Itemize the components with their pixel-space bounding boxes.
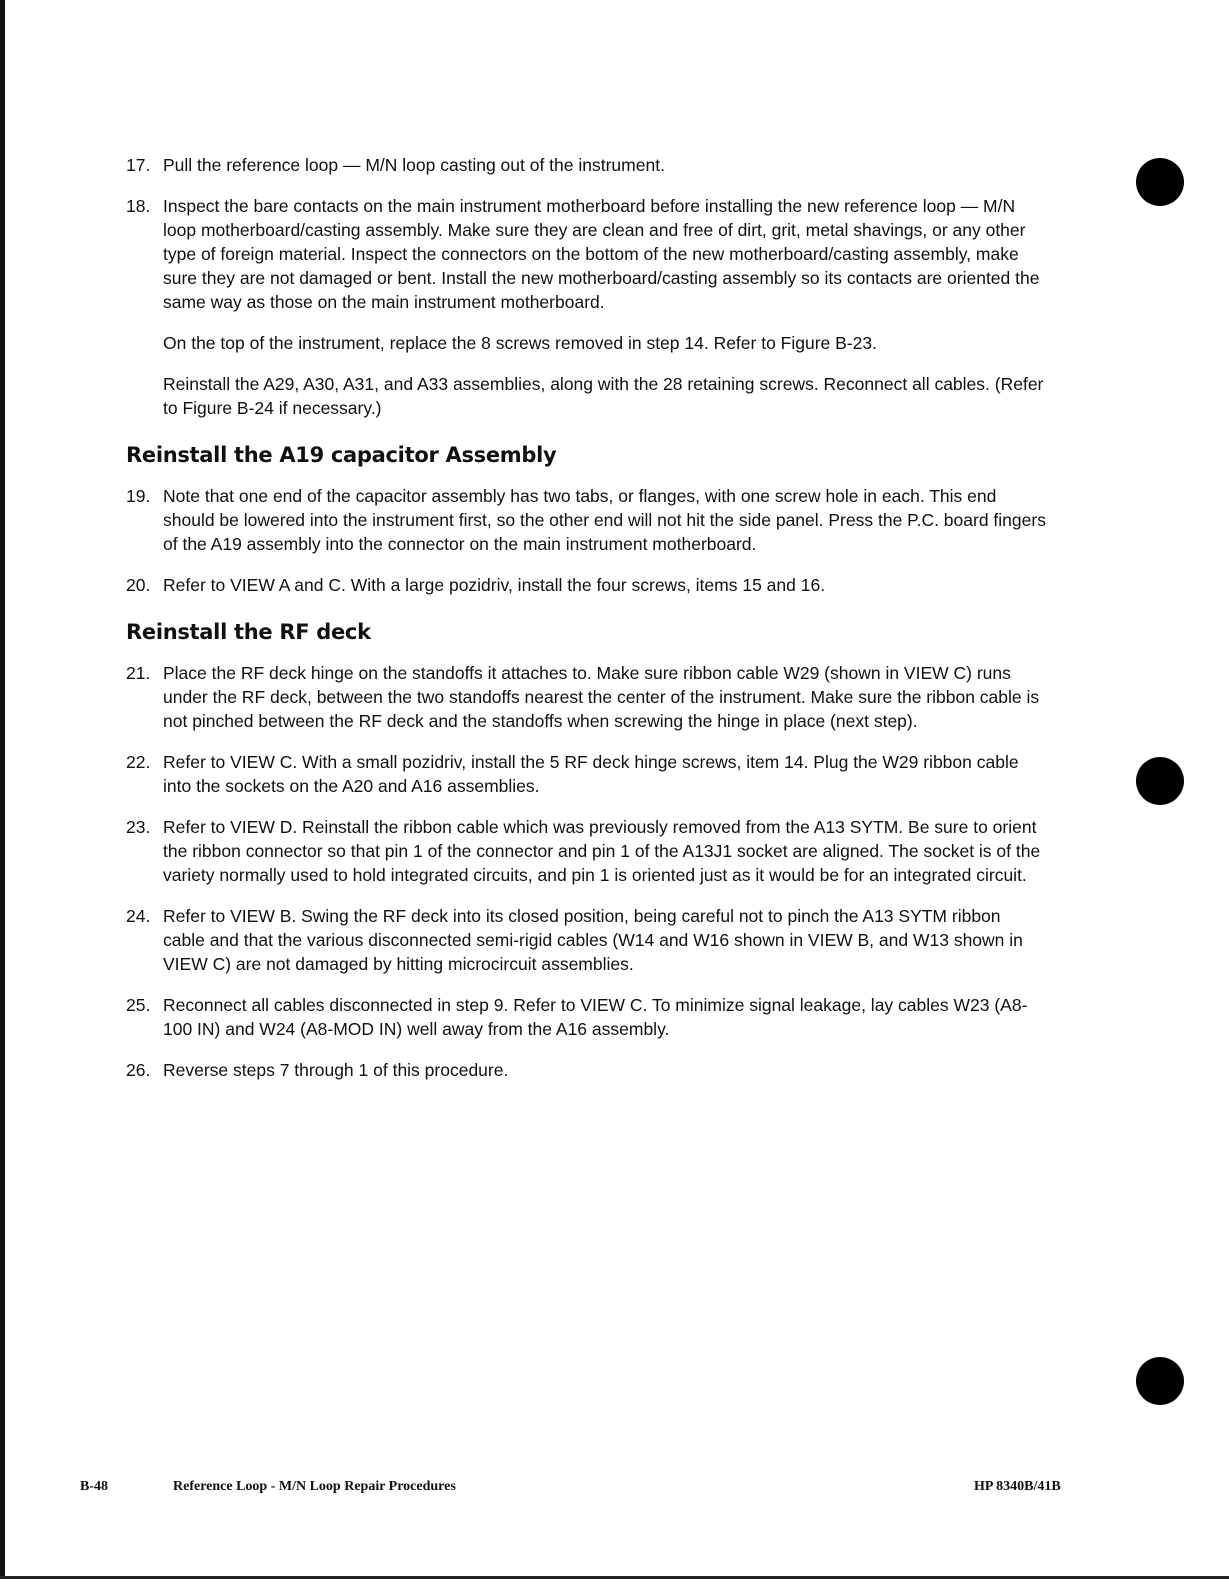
step-number: 19. — [126, 486, 151, 506]
step-18 — [126, 194, 1046, 314]
step-text: Refer to VIEW B. Swing the RF deck into its closed position, being careful not to pinch the A13 SYTM ribbon cable and that the various disconnected semi-rigid cables (W14 and W16 shown in VIEW B, and W13 shown in VIEW C) are not damaged by hitting microcircuit assemblies. — [163, 906, 1023, 974]
step-number: 24. — [126, 906, 151, 926]
step-number: 17. — [126, 155, 151, 175]
step-text: Place the RF deck hinge on the standoffs it attaches to. Make sure ribbon cable W29 (shown in VIEW C) runs under the RF deck, between the two standoffs nearest the center of the instrument. Make sure the ribbon cable is not pinched between the RF deck and the standoffs when screwing the hinge in place (next step). — [163, 663, 1040, 731]
step-24 — [126, 904, 1046, 976]
step-text: Reverse steps 7 through 1 of this procedure. — [163, 1060, 509, 1080]
footer-page-number: B-48 — [80, 1479, 108, 1494]
footer-section-title: Reference Loop - M/N Loop Repair Procedures — [173, 1479, 456, 1494]
step-19 — [126, 484, 1046, 556]
binder-hole-top — [1136, 158, 1184, 206]
step-25 — [126, 993, 1046, 1041]
paragraph-replace-screws: On the top of the instrument, replace the 8 screws removed in step 14. Refer to Figure B-23. — [163, 333, 877, 353]
step-text: Refer to VIEW A and C. With a large pozidriv, install the four screws, items 15 and 16. — [163, 575, 826, 595]
step-22 — [126, 750, 1046, 798]
footer-model-number: HP 8340B/41B — [974, 1479, 1061, 1494]
step-number: 20. — [126, 575, 151, 595]
step-text: Reconnect all cables disconnected in step 9. Refer to VIEW C. To minimize signal leakage, lay cables W23 (A8-100 IN) and W24 (A8-MOD IN) well away from the A16 assembly. — [163, 995, 1028, 1039]
step-number: 18. — [126, 196, 151, 216]
section-heading-rf-deck: Reinstall the RF deck — [126, 620, 371, 644]
binder-hole-bottom — [1136, 1357, 1184, 1405]
paragraph-reinstall-assemblies: Reinstall the A29, A30, A31, and A33 assemblies, along with the 28 retaining screws. Reconnect all cables. (Refer to Figure B-24 if necessary.) — [163, 374, 1044, 418]
step-26 — [126, 1058, 1046, 1082]
step-number: 25. — [126, 995, 151, 1015]
step-number: 26. — [126, 1060, 151, 1080]
step-text: Refer to VIEW D. Reinstall the ribbon cable which was previously removed from the A13 SYTM. Be sure to orient the ribbon connector so that pin 1 of the connector and pin 1 of the A13J1 socket are aligned. The socket is of the variety normally used to hold integrated circuits, and pin 1 is oriented just as it would be for an integrated circuit. — [163, 817, 1041, 885]
page-content — [126, 153, 1046, 1099]
step-21 — [126, 661, 1046, 733]
step-17 — [126, 153, 1046, 177]
section-heading-a19: Reinstall the A19 capacitor Assembly — [126, 443, 557, 467]
step-number: 22. — [126, 752, 151, 772]
step-23 — [126, 815, 1046, 887]
step-20 — [126, 573, 1046, 597]
binder-hole-middle — [1136, 757, 1184, 805]
step-text: Inspect the bare contacts on the main instrument motherboard before installing the new reference loop — M/N loop motherboard/casting assembly. Make sure they are clean and free of dirt, grit, metal shavings, or any other type of foreign material. Inspect the connectors on the bottom of the new motherboard/casting assembly, make sure they are not damaged or bent. Install the new motherboard/casting assembly so its contacts are oriented the same way as those on the main instrument motherboard. — [163, 196, 1040, 312]
bottom-margin-rule — [0, 1576, 1229, 1579]
step-text: Pull the reference loop — M/N loop casting out of the instrument. — [163, 155, 665, 175]
step-number: 23. — [126, 817, 151, 837]
step-text: Refer to VIEW C. With a small pozidriv, install the 5 RF deck hinge screws, item 14. Plug the W29 ribbon cable into the sockets on the A20 and A16 assemblies. — [163, 752, 1019, 796]
left-margin-rule — [0, 0, 5, 1578]
step-number: 21. — [126, 663, 151, 683]
step-text: Note that one end of the capacitor assembly has two tabs, or flanges, with one screw hole in each. This end should be lowered into the instrument first, so the other end will not hit the side panel. Press the P.C. board fingers of the A19 assembly into the connector on the main instrument motherboard. — [163, 486, 1046, 554]
